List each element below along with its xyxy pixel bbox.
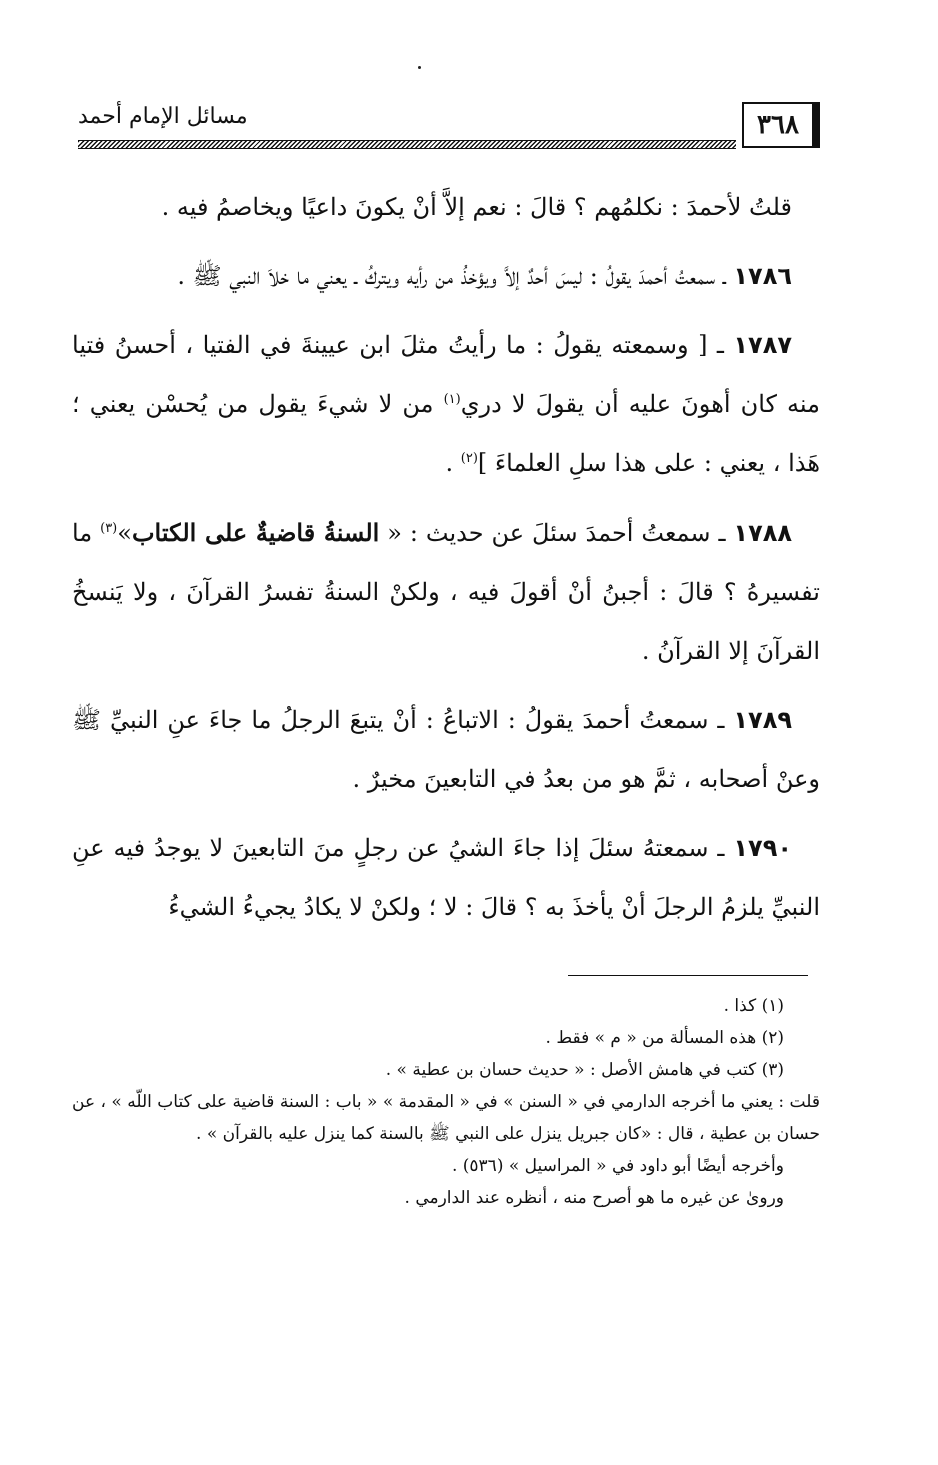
footnote-1: (١) كذا . (723, 996, 784, 1016)
paragraph-1789-text: ـ سمعتُ أحمدَ يقولُ : الاتباعُ : أنْ يتبعَ الرجلُ ما جاءَ عنِ النبيِّ ﷺ وعنْ أصحابه ، ثمَّ هو من بعدُ في التابعينَ مخيرٌ . (72, 706, 820, 793)
paragraph-1-text: قلتُ لأحمدَ : نكلمُهم ؟ قالَ : نعم إلاَّ أنْ يكونَ داعيًا ويخاصمُ فيه . (161, 193, 792, 221)
header-rule (78, 140, 736, 149)
page-number: ٣٦٨ (742, 102, 820, 148)
footnote-ref-3: (٣) (100, 521, 118, 536)
paragraph-1788 (72, 503, 820, 681)
paragraph-1790-text: ـ سمعتهُ سئلَ إذا جاءَ الشيُ عن رجلٍ منَ التابعينَ لا يوجدُ فيه عنِ النبيِّ يلزمُ الرجلَ أنْ يأخذَ به ؟ قالَ : لا ؛ ولكنْ لا يكادُ يجيءُ الشيءُ (72, 834, 820, 921)
paragraph-1788-text-c: ما تفسيرهُ ؟ قالَ : أجبنُ أنْ أقولَ فيه ، ولكنْ السنةُ تفسرُ القرآنَ ، ولا يَنسخُ القرآنَ إلا القرآنُ . (72, 519, 820, 665)
page-header (78, 96, 820, 158)
issue-number-1790: ١٧٩٠ (733, 834, 792, 862)
paragraph-1 (72, 178, 820, 237)
paragraph-1786-text: ـ سمعتُ أحمدَ يقولُ : ليسَ أحدٌ إلاَّ ويؤخذُ من رأيه ويتركُ ـ يعني ما خلاَ النبي ﷺ . (177, 262, 726, 290)
footnote-3-continuation: قلت : يعني ما أخرجه الدارمي في « السنن » في « المقدمة » « باب : السنة قاضية على كتاب اللّه » ، عن حسان بن عطية ، قال : «كان جبريل ينزل على النبي ﷺ بالسنة كما ينزل عليه بالقرآن » . (72, 1092, 820, 1144)
footnote-3: (٣) كتب في هامش الأصل : « حديث حسان بن عطية » . (385, 1060, 784, 1080)
issue-number-1786: ١٧٨٦ (733, 262, 792, 290)
scan-speck (418, 66, 421, 69)
paragraph-1788-text-a: ـ سمعتُ أحمدَ سئلَ عن حديث : « (379, 519, 726, 547)
paragraph-1787 (72, 316, 820, 493)
paragraph-1790 (72, 819, 820, 937)
footnote-3-sub-2: وروىٰ عن غيره ما هو أصرح منه ، أنظره عند الدارمي . (404, 1188, 784, 1208)
footnote-ref-2: (٢) (460, 451, 478, 466)
paragraph-1786 (72, 247, 820, 306)
paragraph-1787-text-b: من لا شيءَ يقول من يُحسْن يعني ؛ هَذا ، يعني : على هذا سلِ العلماءَ ] (72, 390, 820, 477)
paragraph-1788-text-b: » (117, 519, 132, 547)
paragraph-1789 (72, 691, 820, 809)
main-text (72, 178, 820, 947)
footnote-2: (٢) هذه المسألة من « م » فقط . (545, 1028, 784, 1048)
issue-number-1789: ١٧٨٩ (733, 706, 792, 734)
paragraph-1787-text-a: ـ [ وسمعته يقولُ : ما رأيتُ مثلَ ابن عيينةَ في الفتيا ، أحسنُ فتيا منه كان أهونَ عليه أن يقولَ لا دري (72, 331, 820, 418)
footnote-ref-1: (١) (443, 392, 461, 407)
issue-number-1787: ١٧٨٧ (733, 331, 792, 359)
issue-number-1788: ١٧٨٨ (733, 519, 793, 547)
running-title: مسائل الإمام أحمد (78, 104, 248, 129)
footnote-separator (568, 975, 808, 976)
hadith-title: السنةُ قاضيةٌ على الكتاب (131, 518, 380, 547)
footnotes (72, 990, 820, 1214)
footnote-3-sub-1: وأخرجه أيضًا أبو داود في « المراسيل » (٥٣٦) . (451, 1156, 784, 1176)
paragraph-1787-text-c: . (445, 449, 461, 477)
